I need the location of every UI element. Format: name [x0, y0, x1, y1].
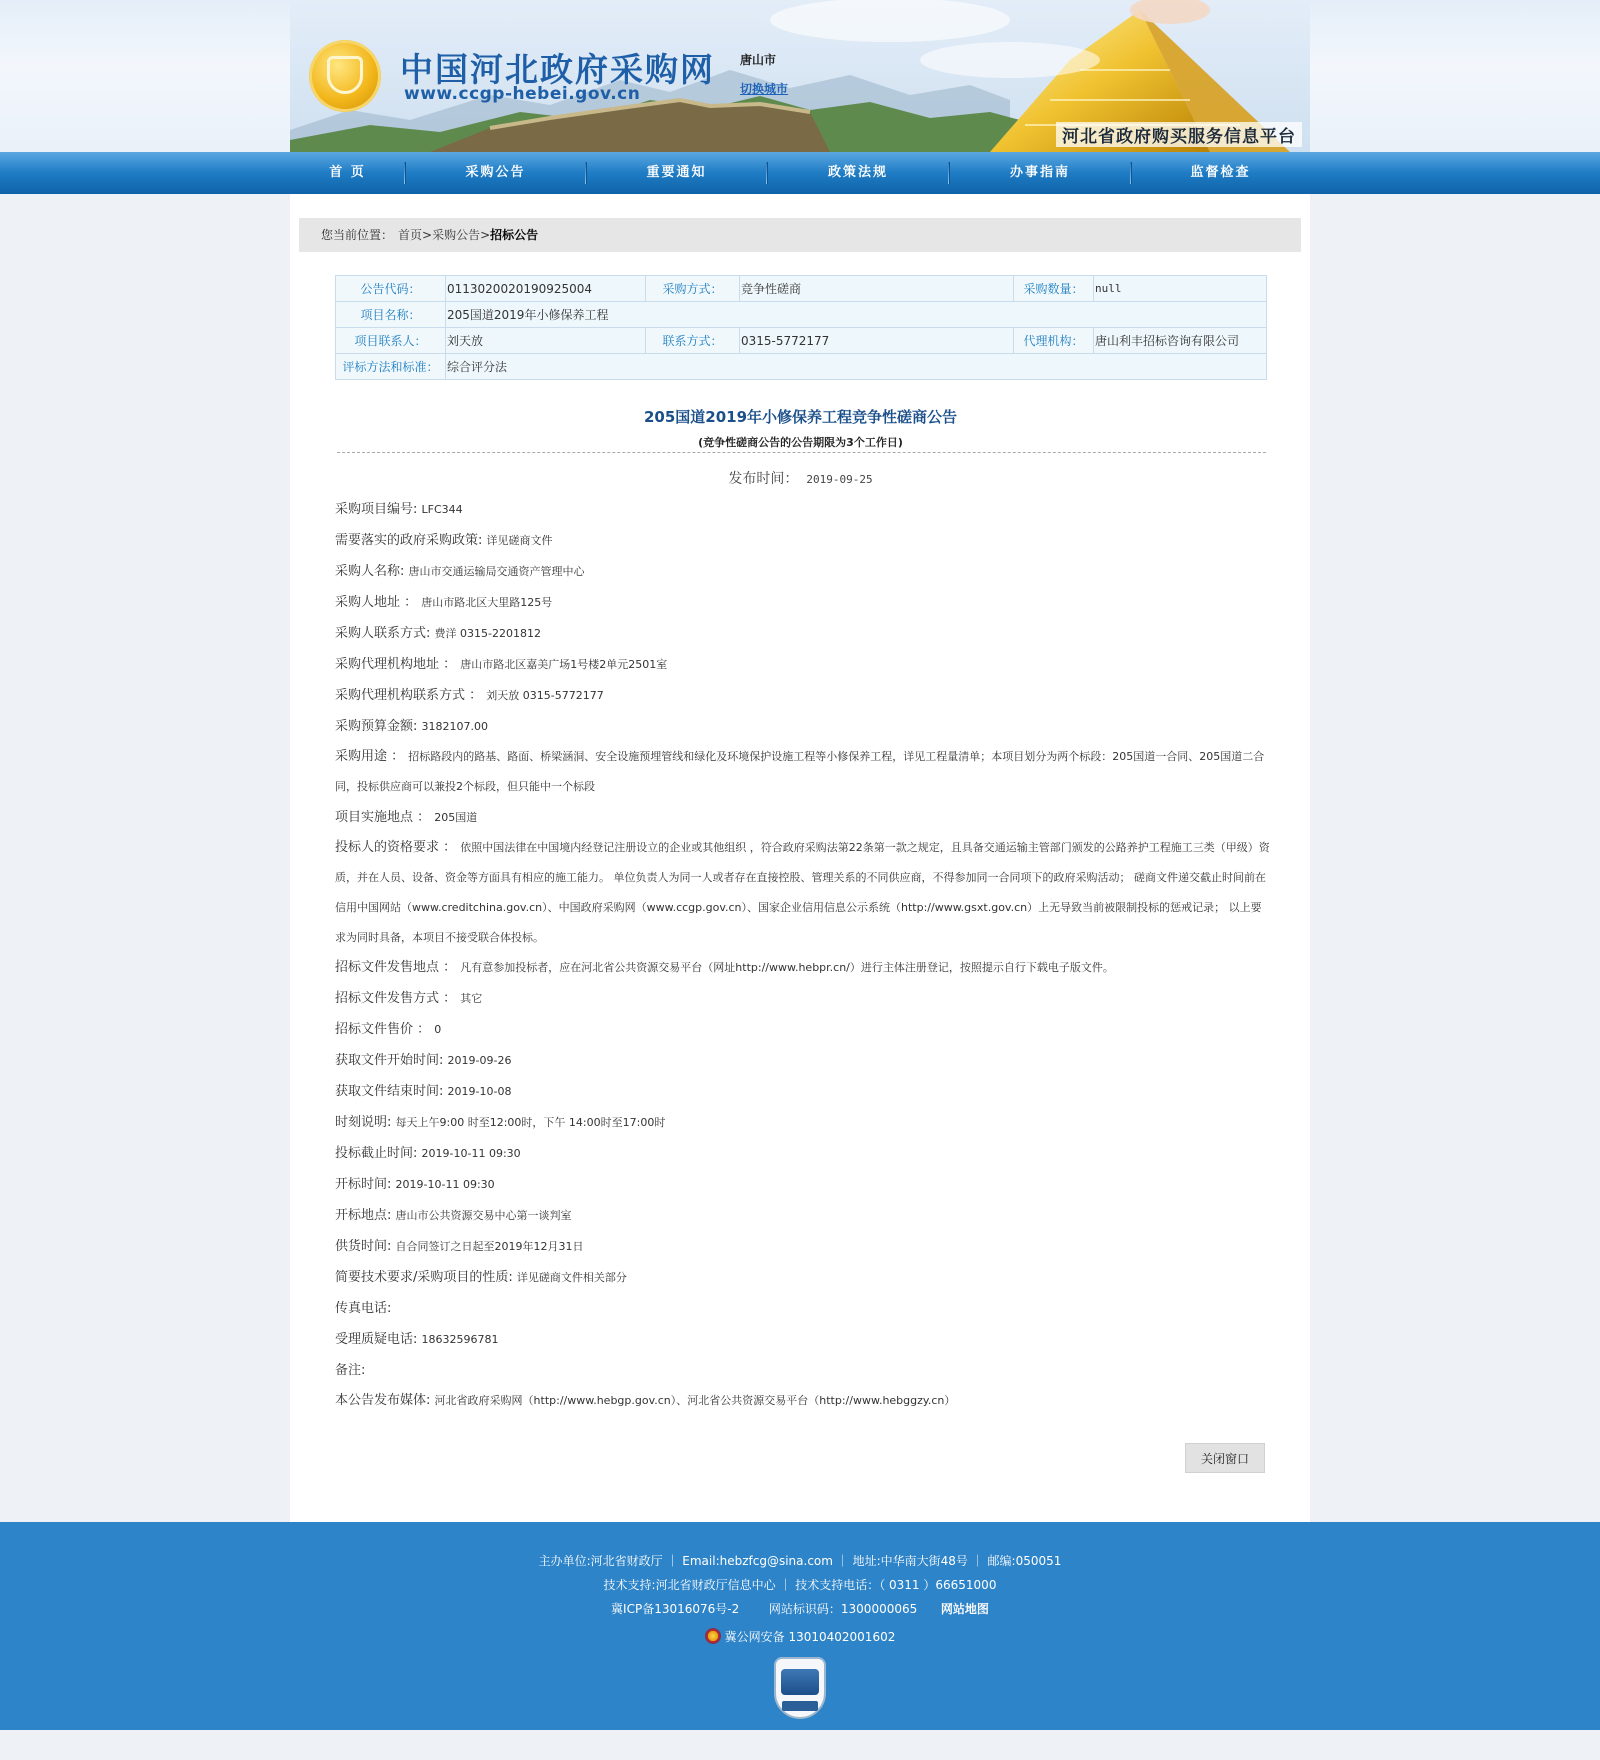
detail-value: 唐山市路北区大里路125号	[421, 596, 553, 609]
nav-procurement-notices[interactable]: 采购公告	[405, 152, 586, 194]
table-row	[336, 328, 1267, 354]
detail-row	[335, 1231, 1270, 1262]
breadcrumb	[299, 218, 1301, 252]
detail-row	[335, 680, 1270, 711]
detail-label: 采购人联系方式:	[335, 626, 431, 641]
detail-label: 采购用途 ：	[335, 749, 405, 764]
detail-value: 唐山市路北区嘉美广场1号楼2单元2501室	[460, 658, 668, 671]
detail-label: 开标地点:	[335, 1208, 392, 1223]
detail-row	[335, 556, 1270, 587]
detail-label: 采购代理机构联系方式 ：	[335, 688, 483, 703]
detail-value: 205国道	[434, 811, 478, 824]
switch-city-link[interactable]: 切换城市	[740, 82, 789, 96]
footer-icp-line	[0, 1600, 1600, 1617]
agency-value: 唐山利丰招标咨询有限公司	[1094, 328, 1267, 354]
detail-row	[335, 742, 1270, 802]
detail-value: 招标路段内的路基、路面、桥梁涵洞、安全设施预埋管线和绿化及环境保护设施工程等小修保养工程，详见工程量清单；本项目划分为两个标段：205国道一合同、205国道二合同，投标供应商可以兼投2个标段，但只能中一个标段	[335, 750, 1265, 793]
title-divider	[337, 452, 1266, 453]
detail-row	[335, 1169, 1270, 1200]
site-title: 中国河北政府采购网	[400, 50, 715, 89]
detail-label: 简要技术要求/采购项目的性质:	[335, 1270, 513, 1285]
publish-time	[335, 468, 1266, 488]
nav-important-notices[interactable]: 重要通知	[586, 152, 767, 194]
detail-row	[335, 1107, 1270, 1138]
detail-label: 采购项目编号:	[335, 502, 418, 517]
detail-row	[335, 1355, 1270, 1386]
contact-phone-label: 联系方式：	[646, 328, 740, 354]
detail-value: 2019-10-11 09:30	[421, 1147, 521, 1160]
detail-label: 采购代理机构地址 ：	[335, 657, 457, 672]
notice-details	[335, 494, 1270, 1416]
quantity-label: 采购数量：	[1014, 276, 1094, 302]
detail-row	[335, 649, 1270, 680]
detail-row	[335, 1138, 1270, 1169]
footer-organizer-line: 主办单位:河北省财政厅 ｜ Email:hebzfcg@sina.com ｜ 地址:中华南大街48号 ｜ 邮编:050051	[538, 1554, 1062, 1568]
detail-value: 每天上午9:00 时至12:00时，下午 14:00时至17:00时	[395, 1116, 666, 1129]
procurement-method-value: 竞争性磋商	[740, 276, 1014, 302]
detail-label: 开标时间:	[335, 1177, 392, 1192]
detail-label: 项目实施地点 ：	[335, 810, 431, 825]
detail-label: 投标截止时间:	[335, 1146, 418, 1161]
detail-row	[335, 1200, 1270, 1231]
agency-label: 代理机构：	[1014, 328, 1094, 354]
detail-value: 唐山市交通运输局交通资产管理中心	[408, 565, 585, 578]
breadcrumb-separator: >	[422, 228, 433, 242]
detail-label: 投标人的资格要求 ：	[335, 840, 457, 855]
nav-supervision[interactable]: 监督检查	[1190, 165, 1251, 180]
publish-time-label: 发布时间：	[728, 471, 799, 487]
detail-value: 2019-09-26	[447, 1054, 512, 1067]
notice-subtitle: (竞争性磋商公告的公告期限为3个工作日)	[698, 436, 903, 449]
detail-row	[335, 1014, 1270, 1045]
procurement-method-label: 采购方式：	[646, 276, 740, 302]
detail-row	[335, 711, 1270, 742]
detail-row	[335, 618, 1270, 649]
detail-label: 采购人地址 ：	[335, 595, 418, 610]
detail-row	[335, 1386, 1270, 1416]
detail-value: 自合同签订之日起至2019年12月31日	[395, 1240, 584, 1253]
detail-row	[335, 1045, 1270, 1076]
nav-guide[interactable]: 办事指南	[949, 152, 1131, 194]
breadcrumb-label: 您当前位置：	[321, 228, 394, 242]
detail-row	[335, 953, 1270, 983]
evaluation-method-label: 评标方法和标准：	[336, 354, 446, 380]
police-badge-icon	[705, 1628, 721, 1644]
project-name-label: 项目名称：	[336, 302, 446, 328]
detail-value: 2019-10-11 09:30	[395, 1178, 495, 1191]
platform-name: 河北省政府购买服务信息平台	[1056, 122, 1302, 147]
detail-value: LFC344	[421, 503, 463, 516]
nav-home[interactable]: 首 页	[290, 152, 405, 194]
detail-value: 0	[434, 1023, 442, 1036]
detail-row	[335, 983, 1270, 1014]
detail-value: 费洋 0315-2201812	[434, 627, 541, 640]
site-logo-emblem	[309, 40, 381, 112]
detail-value: 其它	[460, 992, 483, 1005]
site-id: 网站标识码：1300000065	[768, 1602, 918, 1616]
notice-code-value: 0113020020190925004	[446, 276, 646, 302]
detail-row	[335, 525, 1270, 556]
main-nav	[0, 152, 1600, 194]
nav-policies[interactable]: 政策法规	[767, 152, 949, 194]
detail-value: 详见磋商文件相关部分	[516, 1271, 627, 1284]
detail-value: 凡有意参加投标者，应在河北省公共资源交易平台（网址http://www.hebpr.cn/）进行主体注册登记，按照提示自行下载电子版文件。	[460, 961, 1114, 974]
breadcrumb-section-link[interactable]: 采购公告	[432, 228, 481, 242]
notice-code-label: 公告代码：	[336, 276, 446, 302]
detail-row	[335, 833, 1270, 953]
sitemap-link[interactable]: 网站地图	[940, 1602, 989, 1616]
detail-label: 获取文件开始时间:	[335, 1053, 444, 1068]
footer-police-line	[0, 1628, 1600, 1645]
publish-time-value: 2019-09-25	[806, 473, 873, 486]
notice-info-table	[335, 275, 1267, 380]
detail-value: 唐山市公共资源交易中心第一谈判室	[395, 1209, 572, 1222]
detail-label: 招标文件发售方式 ：	[335, 991, 457, 1006]
table-row	[336, 354, 1267, 380]
table-row	[336, 302, 1267, 328]
detail-label: 受理质疑电话:	[335, 1332, 418, 1347]
close-window-button[interactable]: 关闭窗口	[1185, 1443, 1265, 1473]
detail-label: 备注:	[335, 1363, 366, 1378]
detail-value: 3182107.00	[421, 720, 489, 733]
detail-label: 采购预算金额:	[335, 719, 418, 734]
site-url: www.ccgp-hebei.gov.cn	[404, 84, 641, 104]
quantity-value: null	[1094, 276, 1267, 302]
project-contact-label: 项目联系人：	[336, 328, 446, 354]
detail-value: 依照中国法律在中国境内经登记注册设立的企业或其他组织 ，符合政府采购法第22条第一款之规定，且具备交通运输主管部门颁发的公路养护工程施工三类（甲级）资质，并在人员、设备、资金等方面具有相应的施工能力。 单位负责人为同一人或者存在直接控股、管理关系的不同供应商，不得参加同一合同项下的政府采购活动； 磋商文件递交截止时间前在信用中国网站（www.creditchina.gov.cn）、中国政府采购网（www.ccgp.gov.cn）、国家企业信用信息公示系统（http://www.gsxt.gov.cn）上无导致当前被限制投标的惩戒记录； 以上要求为同时具备，本项目不接受联合体投标。	[335, 841, 1270, 944]
detail-row	[335, 1293, 1270, 1324]
detail-value: 河北省政府采购网（http://www.hebgp.gov.cn）、河北省公共资源交易平台（http://www.hebggzy.cn）	[434, 1394, 956, 1407]
detail-row	[335, 1262, 1270, 1293]
site-header	[0, 0, 1600, 152]
main-content	[290, 194, 1310, 1522]
detail-row	[335, 587, 1270, 618]
detail-row	[335, 802, 1270, 833]
footer-support-line: 技术支持:河北省财政厅信息中心 ｜ 技术支持电话：（ 0311 ）66651000	[603, 1578, 997, 1592]
detail-label: 招标文件发售地点 ：	[335, 960, 457, 975]
page-bottom	[0, 1730, 1600, 1760]
detail-row	[335, 1324, 1270, 1355]
detail-value: 详见磋商文件	[486, 534, 553, 547]
detail-row	[335, 1076, 1270, 1107]
public-institution-badge-icon[interactable]	[774, 1657, 826, 1719]
current-city: 唐山市	[740, 53, 777, 67]
contact-phone-value: 0315-5772177	[740, 328, 1014, 354]
detail-value: 2019-10-08	[447, 1085, 512, 1098]
detail-label: 时刻说明:	[335, 1115, 392, 1130]
detail-label: 招标文件售价 ：	[335, 1022, 431, 1037]
police-record-link[interactable]: 冀公网安备 13010402001602	[724, 1630, 896, 1644]
breadcrumb-current: 招标公告	[490, 228, 539, 242]
table-row	[336, 276, 1267, 302]
project-contact-value: 刘天放	[446, 328, 646, 354]
detail-label: 获取文件结束时间:	[335, 1084, 444, 1099]
detail-label: 本公告发布媒体:	[335, 1393, 431, 1408]
evaluation-method-value: 综合评分法	[446, 354, 1267, 380]
detail-label: 采购人名称:	[335, 564, 405, 579]
breadcrumb-home-link[interactable]: 首页	[398, 228, 423, 242]
detail-row	[335, 494, 1270, 525]
detail-label: 供货时间:	[335, 1239, 392, 1254]
project-name-value: 205国道2019年小修保养工程	[446, 302, 1267, 328]
breadcrumb-separator: >	[480, 228, 491, 242]
detail-label: 传真电话:	[335, 1301, 392, 1316]
detail-value: 18632596781	[421, 1333, 499, 1346]
notice-title: 205国道2019年小修保养工程竞争性磋商公告	[643, 408, 958, 426]
detail-value: 刘天放 0315-5772177	[486, 689, 604, 702]
icp-link[interactable]: 冀ICP备13016076号-2	[611, 1602, 740, 1616]
detail-label: 需要落实的政府采购政策:	[335, 533, 483, 548]
